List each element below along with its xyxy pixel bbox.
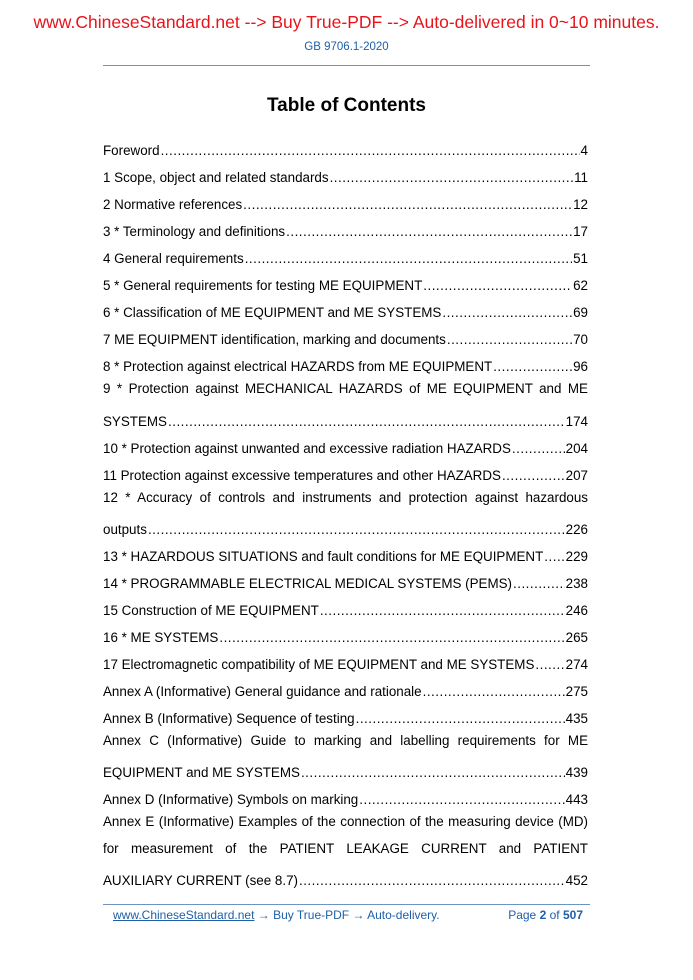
toc-entry-continued[interactable] [103, 514, 588, 541]
toc-entry[interactable]: 9 * Protection against MECHANICAL HAZARDS of ME EQUIPMENT and ME [103, 381, 588, 397]
toc-page-number: 204 [565, 440, 588, 456]
toc-leader-dots [359, 789, 564, 811]
toc-entry[interactable] [103, 676, 588, 703]
page-title: Table of Contents [266, 95, 427, 116]
toc-entry[interactable] [103, 216, 588, 243]
toc-entry-continued[interactable] [103, 865, 588, 892]
toc-entry-label: Annex A (Informative) General guidance and rationale [103, 683, 422, 699]
toc-entry[interactable]: Annex E (Informative) Examples of the connection of the measuring device (MD) [103, 814, 588, 830]
footer [113, 908, 583, 922]
toc-entry[interactable] [103, 135, 588, 162]
toc-leader-dots [544, 546, 564, 568]
toc-leader-dots [423, 275, 572, 297]
toc-entry-label: 11 Protection against excessive temperatures and other HAZARDS [103, 467, 501, 483]
toc-entry-label: 5 * General requirements for testing ME EQUIPMENT [103, 278, 423, 294]
toc-leader-dots [493, 356, 572, 378]
toc-page-number: 275 [565, 683, 588, 699]
toc-leader-dots [299, 870, 565, 892]
toc-leader-dots [502, 465, 565, 487]
footer-site-link[interactable]: www.ChineseStandard.net [113, 908, 255, 922]
toc-entry-label: 7 ME EQUIPMENT identification, marking and documents [103, 332, 446, 348]
toc-page-number: 226 [565, 521, 588, 537]
toc-leader-dots [301, 762, 565, 784]
toc-page-number: 17 [573, 224, 588, 240]
toc-entry-label: 10 * Protection against unwanted and excessive radiation HAZARDS [103, 440, 511, 456]
footer-tagline: → Buy True-PDF → Auto-delivery. [257, 908, 440, 922]
toc-leader-dots [512, 438, 565, 460]
toc-leader-dots [219, 627, 564, 649]
toc-page-number: 452 [565, 873, 588, 889]
toc-entry-label: outputs [103, 521, 147, 537]
toc-leader-dots [356, 708, 565, 730]
toc-leader-dots [243, 194, 572, 216]
toc-entry-label: Annex D (Informative) Symbols on marking [103, 792, 359, 808]
toc-entry-label: 4 General requirements [103, 251, 244, 267]
toc-entry-label: 1 Scope, object and related standards [103, 170, 329, 186]
toc-page-number: 238 [565, 575, 588, 591]
toc-page-number: 96 [573, 359, 588, 375]
toc-leader-dots [442, 302, 572, 324]
toc-entry-label: 13 * HAZARDOUS SITUATIONS and fault conditions for ME EQUIPMENT [103, 548, 544, 564]
toc-page-number: 69 [573, 305, 588, 321]
toc-page-number: 435 [565, 711, 588, 727]
toc-leader-dots [535, 654, 564, 676]
toc-entry[interactable] [103, 189, 588, 216]
page-indicator [508, 908, 583, 922]
toc-entry[interactable] [103, 324, 588, 351]
page-label: Page [508, 908, 537, 922]
toc-page-number: 51 [573, 251, 588, 267]
toc-entry-label: 16 * ME SYSTEMS [103, 629, 219, 645]
toc-page-number: 246 [565, 602, 588, 618]
toc-entry[interactable] [103, 649, 588, 676]
toc-entry-label: Foreword [103, 143, 160, 159]
toc-entry-label: EQUIPMENT and ME SYSTEMS [103, 765, 300, 781]
toc-leader-dots [245, 248, 572, 270]
toc-page-number: 274 [565, 656, 588, 672]
toc-leader-dots [447, 329, 572, 351]
toc-entry-label: 6 * Classification of ME EQUIPMENT and ME SYSTEMS [103, 305, 442, 321]
toc-page-number: 174 [565, 413, 588, 429]
page-number: 2 [539, 908, 547, 922]
toc-page-number: 62 [573, 278, 588, 294]
toc-entry[interactable] [103, 568, 588, 595]
toc-entry-label: AUXILIARY CURRENT (see 8.7) [103, 873, 298, 889]
toc-entry[interactable] [103, 622, 588, 649]
toc-entry-label: 3 * Terminology and definitions [103, 224, 286, 240]
footer-rule [103, 904, 590, 905]
toc-leader-dots [423, 681, 565, 703]
toc-leader-dots [161, 140, 580, 162]
toc-page-number: 439 [565, 765, 588, 781]
toc-entry-label: 2 Normative references [103, 197, 243, 213]
toc-entry[interactable]: 12 * Accuracy of controls and instruments and protection against hazardous [103, 489, 588, 505]
toc-entry[interactable] [103, 595, 588, 622]
toc-entry[interactable] [103, 162, 588, 189]
header-rule [103, 65, 590, 66]
toc-page-number: 207 [565, 467, 588, 483]
toc-leader-dots [148, 519, 565, 541]
toc-entry[interactable]: Annex C (Informative) Guide to marking and labelling requirements for ME [103, 733, 588, 749]
toc-entry[interactable] [103, 243, 588, 270]
toc-leader-dots [330, 167, 574, 189]
toc-entry[interactable] [103, 351, 588, 378]
toc-leader-dots [513, 573, 565, 595]
toc-entry[interactable] [103, 433, 588, 460]
toc-entry-label: 8 * Protection against electrical HAZARDS from ME EQUIPMENT [103, 359, 493, 375]
top-banner[interactable]: www.ChineseStandard.net --> Buy True-PDF --> Auto-delivered in 0~10 minutes. [33, 12, 660, 32]
page-total: 507 [562, 908, 583, 922]
toc-leader-dots [168, 411, 565, 433]
toc-page-number: 11 [574, 170, 588, 186]
toc-page-number: 12 [573, 197, 588, 213]
toc-entry[interactable] [103, 703, 588, 730]
toc-page-number: 443 [565, 792, 588, 808]
toc-page-number: 229 [565, 548, 588, 564]
toc-entry-label: Annex B (Informative) Sequence of testing [103, 711, 355, 727]
toc-entry[interactable] [103, 460, 588, 487]
toc-page-number: 4 [580, 143, 588, 159]
toc-entry[interactable] [103, 784, 588, 811]
toc-leader-dots [320, 600, 565, 622]
toc-page-number: 265 [565, 629, 588, 645]
toc-page-number: 70 [573, 332, 588, 348]
toc-entry-continued[interactable]: for measurement of the PATIENT LEAKAGE CURRENT and PATIENT [103, 841, 588, 857]
toc-entry[interactable] [103, 270, 588, 297]
toc-entry-continued[interactable] [103, 405, 588, 432]
toc-entry[interactable] [103, 541, 588, 568]
toc-entry-label: 17 Electromagnetic compatibility of ME EQUIPMENT and ME SYSTEMS [103, 656, 535, 672]
toc-entry-label: 14 * PROGRAMMABLE ELECTRICAL MEDICAL SYSTEMS (PEMS) [103, 575, 513, 591]
toc-entry-continued[interactable] [103, 757, 588, 784]
toc-entry-label: SYSTEMS [103, 413, 167, 429]
toc-entry-label: 15 Construction of ME EQUIPMENT [103, 602, 319, 618]
table-of-contents [103, 135, 588, 892]
toc-leader-dots [286, 221, 572, 243]
toc-entry[interactable] [103, 297, 588, 324]
of-label: of [549, 908, 560, 922]
standard-code: GB 9706.1-2020 [304, 41, 389, 53]
